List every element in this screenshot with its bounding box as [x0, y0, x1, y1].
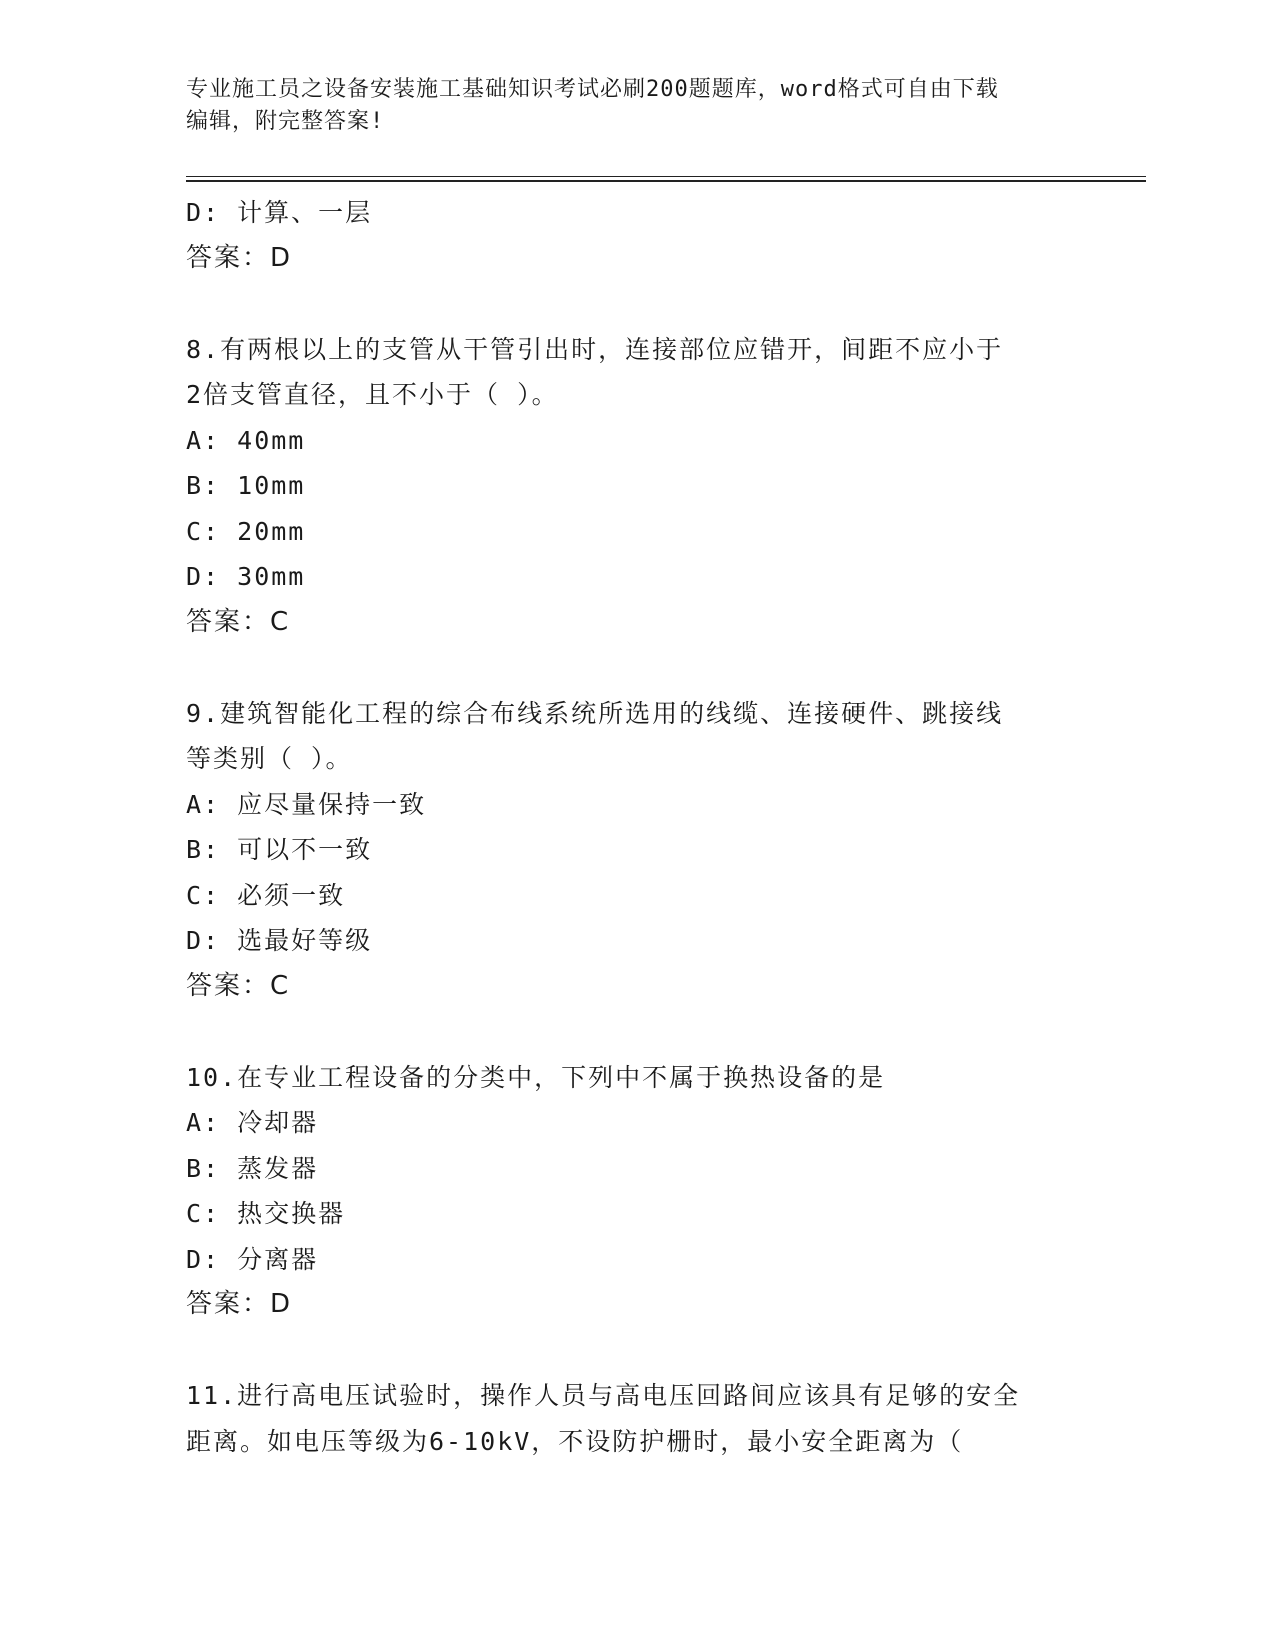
question-8-option-c: C: 20mm [186, 516, 306, 546]
header-title-line1: 专业施工员之设备安装施工基础知识考试必刷200题题库，word格式可自由下载 [186, 77, 999, 102]
question-8-option-b: B: 10mm [186, 471, 306, 500]
question-8-stem-line1: 8.有两根以上的支管从干管引出时，连接部位应错开，间距不应小于 [186, 334, 1004, 364]
question-10-answer: 答案：D [186, 1289, 293, 1319]
spacer [186, 281, 1086, 327]
question-10-stem-line1: 10.在专业工程设备的分类中，下列中不属于换热设备的是 [186, 1062, 886, 1092]
question-8 [186, 327, 1086, 646]
question-10-option-a: A: 冷却器 [186, 1108, 319, 1137]
spacer [186, 645, 1086, 691]
question-8-option-a: A: 40mm [186, 425, 306, 455]
question-10-option-b: B: 蒸发器 [186, 1153, 319, 1183]
question-9-stem-line1: 9.建筑智能化工程的综合布线系统所选用的线缆、连接硬件、跳接线 [186, 698, 1004, 728]
question-9-option-a: A: 应尽量保持一致 [186, 789, 427, 819]
question-10-option-c: C: 热交换器 [186, 1199, 346, 1228]
header-divider-thin [186, 176, 1146, 177]
document-header [186, 74, 1086, 138]
header-divider-thick [186, 180, 1146, 182]
question-9 [186, 691, 1086, 1010]
question-11 [186, 1373, 1086, 1464]
question-8-option-d: D: 30mm [186, 562, 306, 591]
question-content [186, 190, 1086, 1464]
prev-option-d: D: 计算、一层 [186, 198, 373, 227]
question-9-stem-line2: 等类别（ ）。 [186, 744, 353, 773]
question-8-stem-line2: 2倍支管直径，且不小于（ ）。 [186, 380, 559, 409]
question-10-option-d: D: 分离器 [186, 1244, 319, 1274]
header-title-line2: 编辑，附完整答案! [186, 109, 385, 134]
question-9-option-b: B: 可以不一致 [186, 835, 373, 864]
question-9-option-c: C: 必须一致 [186, 880, 346, 910]
question-8-answer: 答案：C [186, 606, 291, 637]
question-9-option-d: D: 选最好等级 [186, 926, 373, 955]
question-9-answer: 答案：C [186, 970, 291, 1001]
question-11-stem-line1: 11.进行高电压试验时，操作人员与高电压回路间应该具有足够的安全 [186, 1381, 1021, 1410]
prev-answer: 答案：D [186, 242, 293, 273]
spacer [186, 1328, 1086, 1374]
spacer [186, 1009, 1086, 1055]
question-11-stem-line2: 距离。如电压等级为6-10kV，不设防护栅时，最小安全距离为（ [186, 1426, 964, 1456]
question-10 [186, 1055, 1086, 1328]
